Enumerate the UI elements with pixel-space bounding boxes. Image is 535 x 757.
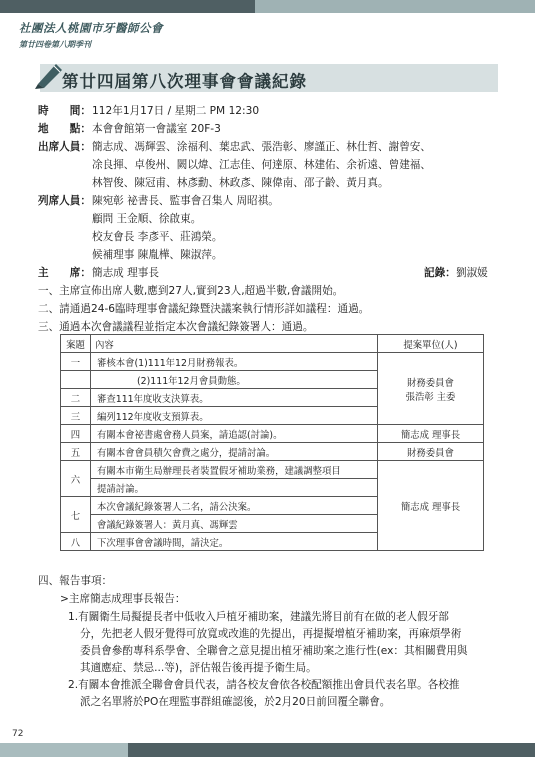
row-content: 下次理事會會議時間，請決定。 — [91, 533, 378, 551]
report-item2-line: 派之名單將於PO在理監事群組確認後，於2月20日前回覆全聯會。 — [80, 696, 391, 708]
attendees-line-3: 林智俊、陳冠甫、林彥勳、林政彥、陳偉南、邵子齡、黃月真。 — [92, 177, 389, 189]
report-item1-line: 分，先把老人假牙覺得可放寬或改進的先提出，再提擬增植牙補助案，再麻煩學術 — [80, 628, 462, 640]
row-content: 本次會議紀錄簽署人二名，請公決案。 — [91, 497, 378, 515]
issue-label: 第廿四卷第八期季刊 — [19, 40, 91, 49]
report-item1-line: 1.有關衛生局擬提長者中低收入戶植牙補助案，建議先將目前有在做的老人假牙部 — [68, 611, 449, 623]
time-label: 時 間： — [38, 105, 91, 117]
row-no: 四 — [61, 425, 91, 443]
header-no: 案題 — [61, 335, 91, 353]
table-row — [61, 443, 484, 461]
unit-chair-group: 簡志成 理事長 — [378, 461, 484, 551]
top-bar-dark — [0, 0, 255, 13]
header-unit: 提案單位(人) — [378, 335, 484, 353]
bottom-bar-dark — [128, 743, 535, 757]
row-content: 編列112年度收支預算表。 — [91, 407, 378, 425]
agenda-item-3: 三、通過本次會議議程並指定本次會議紀錄簽署人：通過。 — [38, 321, 314, 333]
chair-value: 簡志成 理事長 — [92, 267, 159, 279]
row-no: 七 — [61, 497, 91, 533]
row-no: 八 — [61, 533, 91, 551]
row-content: 有關本會會員積欠會費之處分，提請討論。 — [91, 443, 378, 461]
table-row — [61, 353, 484, 371]
report-item1-line: 委員會參酌專科系學會、全聯會之意見提出植牙補助案之進行性(ex：其相關費用與 — [80, 645, 468, 657]
top-bar-light — [255, 0, 535, 13]
observers-line-3: 校友會長 李彥平、莊鴻榮。 — [92, 231, 223, 243]
unit-cell: 財務委員會 — [378, 443, 484, 461]
org-name: 社團法人桃園市牙醫師公會 — [19, 21, 163, 35]
attendees-line-1: 簡志成、馮輝雲、涂福利、葉忠武、張浩彰、廖謹正、林仕哲、謝曾安、 — [92, 141, 431, 153]
row-no: 二 — [61, 389, 91, 407]
proposals-table — [60, 334, 484, 551]
row-no: 三 — [61, 407, 91, 425]
observers-label: 列席人員： — [38, 195, 91, 207]
row-content: 會議紀錄簽署人：黃月真、馮輝雲 — [91, 515, 378, 533]
top-decor-bar — [0, 0, 535, 13]
row-no: 六 — [61, 461, 91, 497]
recorder-value: 劉淑媛 — [456, 267, 488, 279]
report-sub: >主席簡志成理事長報告： — [60, 593, 186, 605]
observers-line-2: 顧問 王金順、徐啟東。 — [92, 213, 202, 225]
row-content: 有關本會祕書處會務人員案，請追認(討論)。 — [91, 425, 378, 443]
agenda-item-2: 二、請通過24-6臨時理事會議紀錄暨決議案執行情形詳如議程：通過。 — [38, 303, 370, 315]
time-value: 112年1月17日 / 星期二 PM 12:30 — [92, 105, 260, 117]
table-header-row — [61, 335, 484, 353]
table-row — [61, 425, 484, 443]
unit-line: 張浩彰 主委 — [405, 391, 456, 403]
unit-cell: 簡志成 理事長 — [378, 425, 484, 443]
row-content — [91, 371, 378, 389]
observers-line-4: 候補理事 陳胤樺、陳淑萍。 — [92, 249, 223, 261]
row-no: 五 — [61, 443, 91, 461]
attendees-line-2: 凃良揮、卓俊州、闕以煒、江志佳、何達原、林建佑、余祈遠、曾建福、 — [92, 159, 431, 171]
agenda-item-1: 一、主席宣佈出席人數,應到27人,實到23人,超過半數,會議開始。 — [38, 285, 344, 297]
bottom-decor-bar — [0, 743, 535, 757]
pencil-icon — [32, 60, 66, 90]
row-content: 提請討論。 — [91, 479, 378, 497]
page-title: 第廿四屆第八次理事會會議紀錄 — [62, 72, 307, 91]
row-content: 審查111年度收支決算表。 — [91, 389, 378, 407]
recorder-label: 記錄： — [424, 267, 456, 279]
attendees-label: 出席人員： — [38, 141, 91, 153]
row-content: 有關本市衛生局辦理長者裝置假牙補助業務，建議調整項目 — [91, 461, 378, 479]
header-content: 內容 — [91, 335, 378, 353]
page-number: 72 — [12, 729, 24, 739]
report-item2-line: 2.有關本會推派全聯會會員代表，請各校友會依各校配額推出會員代表名單。各校推 — [68, 679, 460, 691]
table-row — [61, 461, 484, 479]
report-heading: 四、報告事項： — [38, 575, 113, 587]
row-content: 審核本會(1)111年12月財務報表。 — [91, 353, 378, 371]
chair-label: 主 席： — [38, 267, 91, 279]
row-no: 一 — [61, 353, 91, 371]
row-no — [61, 371, 91, 389]
place-label: 地 點： — [38, 123, 91, 135]
row-content-line: (2)111年12月會員動態。 — [137, 375, 246, 387]
bottom-bar-light — [0, 743, 128, 757]
observers-line-1: 陳宛彰 祕書長、監事會召集人 周昭祺。 — [92, 195, 279, 207]
place-value: 本會會館第一會議室 20F-3 — [92, 123, 221, 135]
report-item1-line: 其適應症、禁忌...等)，評估報告後再提予衛生局。 — [80, 662, 317, 674]
unit-finance-group — [378, 353, 484, 425]
unit-line: 財務委員會 — [407, 377, 454, 389]
